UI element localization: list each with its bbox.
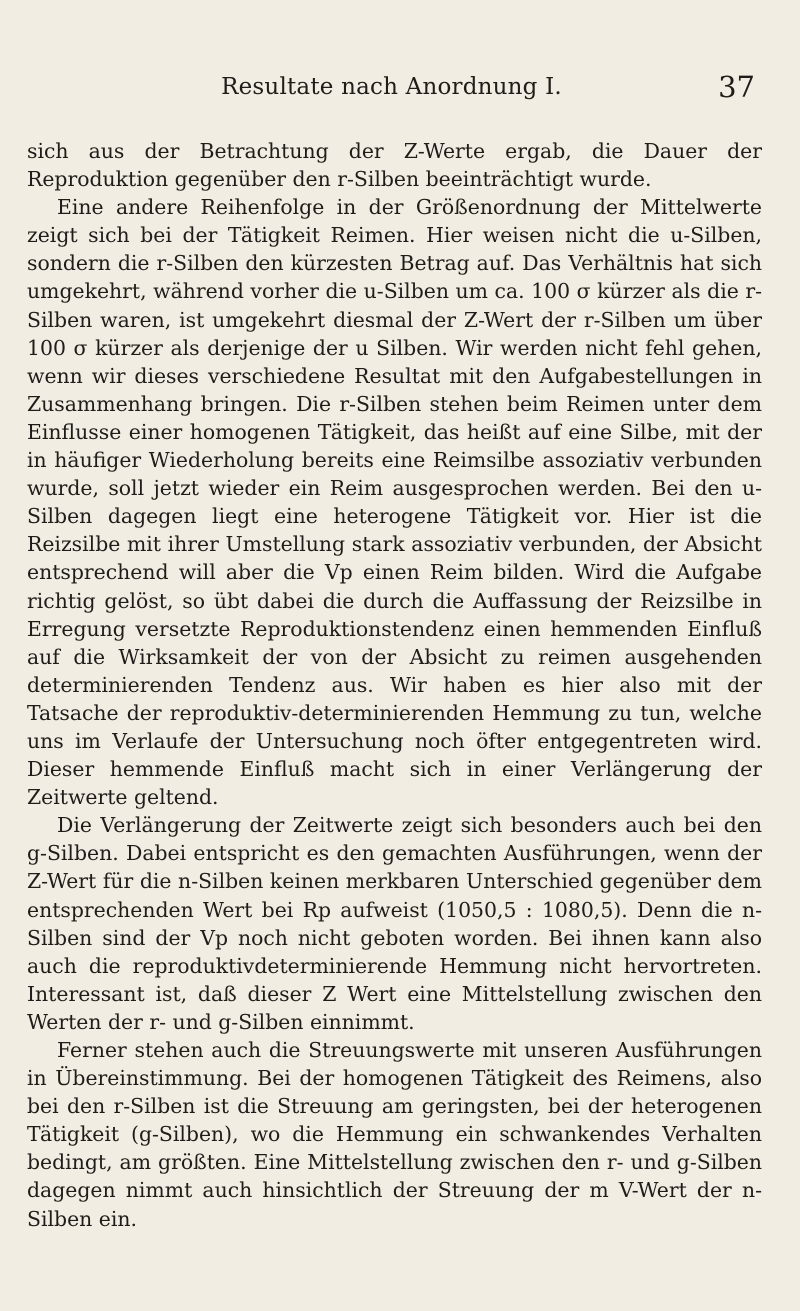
running-title: Resultate nach Anordnung I.	[221, 74, 562, 100]
paragraph: Ferner stehen auch die Streuungswerte mit unseren Ausführungen in Übereinstimmung. Bei der homogenen Tätigkeit des Reimens, also bei den r-Silben ist die Streuung am geringsten, bei der heterogenen Tätigkeit (g-Silben), wo die Hemmung ein schwankendes Verhalten bedingt, am größten. Eine Mittelstellung zwischen den r- und g-Silben dagegen nimmt auch hinsichtlich der Streuung der m V-Wert der n-Silben ein.	[27, 1038, 762, 1231]
page-header	[28, 70, 755, 110]
paragraph: sich aus der Betrachtung der Z-Werte ergab, die Dauer der Reproduktion gegenüber den r-Silben beeinträchtigt wurde.	[27, 139, 762, 192]
page-number: 37	[718, 70, 755, 104]
paragraph: Die Verlängerung der Zeitwerte zeigt sich besonders auch bei den g-Silben. Dabei entspricht es den gemachten Ausführungen, wenn der Z-Wert für die n-Silben keinen merkbaren Unterschied gegenüber dem entsprechenden Wert bei Rp aufweist (1050,5 : 1080,5). Denn die n-Silben sind der Vp noch nicht geboten worden. Bei ihnen kann also auch die reproduktivdeterminierende Hemmung nicht hervortreten. Interessant ist, daß dieser Z Wert eine Mittelstellung zwischen den Werten der r- und g-Silben einnimmt.	[27, 813, 762, 1034]
body-text	[27, 137, 762, 1233]
paragraph: Eine andere Reihenfolge in der Größenordnung der Mittelwerte zeigt sich bei der Tätigkeit Reimen. Hier weisen nicht die u-Silben, sondern die r-Silben den kürzesten Betrag auf. Das Verhältnis hat sich umgekehrt, während vorher die u-Silben um ca. 100 σ kürzer als die r-Silben waren, ist umgekehrt diesmal der Z-Wert der r-Silben um über 100 σ kürzer als derjenige der u Silben. Wir werden nicht fehl gehen, wenn wir dieses verschiedene Resultat mit den Aufgabestellungen in Zusammenhang bringen. Die r-Silben stehen beim Reimen unter dem Einflusse einer homogenen Tätigkeit, das heißt auf eine Silbe, mit der in häufiger Wiederholung bereits eine Reimsilbe assoziativ verbunden wurde, soll jetzt wieder ein Reim ausgesprochen werden. Bei den u-Silben dagegen liegt eine heterogene Tätigkeit vor. Hier ist die Reizsilbe mit ihrer Umstellung stark assoziativ verbunden, der Absicht entsprechend will aber die Vp einen Reim bilden. Wird die Aufgabe richtig gelöst, so übt dabei die durch die Auffassung der Reizsilbe in Erregung versetzte Reproduktionstendenz einen hemmenden Einfluß auf die Wirksamkeit der von der Absicht zu reimen ausgehenden determinierenden Tendenz aus. Wir haben es hier also mit der Tatsache der reproduktiv-determinierenden Hemmung zu tun, welche uns im Verlaufe der Untersuchung noch öfter entgegentreten wird. Dieser hemmende Einfluß macht sich in einer Verlängerung der Zeitwerte geltend.	[27, 195, 762, 810]
